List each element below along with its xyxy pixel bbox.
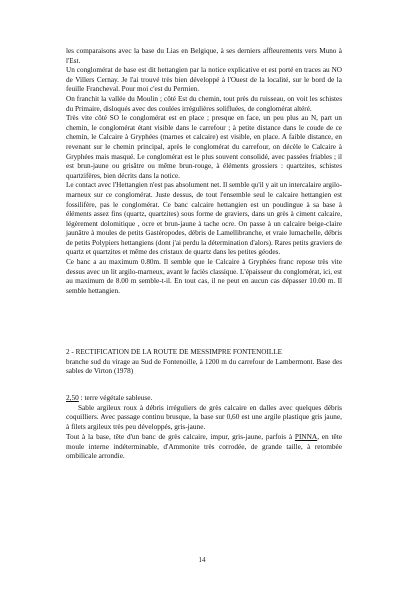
paragraph-1: les comparaisons avec la base du Lias en Belgique, à ses derniers affleurements vers Muno à l'Est. <box>66 47 342 65</box>
body-text-lower <box>66 393 342 461</box>
depth-description: : terre végétale sableuse. <box>78 393 153 402</box>
section-heading-location: branche sud du virage au Sud de Fontenoille, à 1200 m du carrefour de Lambermont. Base des sables de Virton (1978) <box>66 357 342 376</box>
pinna-term: PINNA <box>294 431 318 441</box>
depth-line <box>66 393 342 403</box>
lower-paragraph-2-start: Tout à la base, tête d'un banc de grès calcaire, impur, gris-jaune, parfois à <box>66 431 295 441</box>
lower-paragraph-2-end: , en tête moule interne indéterminable, d'Ammonite très corrodée, de grande taille, à retombée ombilicale arrondie. <box>66 431 342 461</box>
depth-value: 2,50 <box>66 393 79 402</box>
paragraph-5: Le contact avec l'Hettangien n'est pas absolument net. Il semble qu'il y ait un intercalaire argilo-marneux sur ce conglomérat. Juste dessus, de tout l'ensemble seul le calcaire hettangien est fossilifère, pas le conglomérat. Ce banc calcaire hettangien est un poudingue à sa base à éléments assez fins (quartz, quartzites) sous forme de graviers, dans un grès à ciment calcaire, légèrement dolomitique , ocre et brun-jaune à tache ocre. On passe à un calcaire beige-claire jaunâtre à moules de petits Gastéropodes, débris de Lamellibranche, et vraie lumachelle, débris de petits Polypiers hettangiens (dont j'ai perdu la détermination d'alors). Rares petits graviers de quartz et quartzites et même des cristaux de quartz dans les petites géodes. <box>66 181 342 257</box>
lower-paragraph-2 <box>66 432 342 461</box>
section-heading <box>66 348 342 377</box>
paragraph-6: Ce banc a au maximum 0.80m. Il semble que le Calcaire à Gryphées franc repose très vite dessus avec un lit argilo-marneux, avant le faciès classique. L'épaisseur du conglomérat, ici, est au maximum de 8.00 m semble-t-il. En tout cas, il ne peut en aucun cas dépasser 10.00 m. Il semble hettangien. <box>66 258 342 295</box>
page-number: 14 <box>198 556 206 564</box>
body-text-upper <box>66 47 342 296</box>
lower-paragraph-1: Sable argileux roux à débris irréguliers de grès calcaire en dalles avec quelques débris coquilliers. Avec passage continu brusque, la base sur 0,60 est une argile plastique gris jaune, à filets argileux très peu développés, gris-jaune. <box>66 402 342 432</box>
paragraph-2: Un conglomérat de base est dit hettangien par la notice explicative et est porté en traces au NO de Villers Cernay. Je l'ai trouvé très bien développé à l'Ouest de la localité, sur le bord de la feuille Francheval. Pour moi c'est du Permien. <box>66 66 342 94</box>
paragraph-4: Très vite côté SO le conglomérat est en place ; presque en face, un peu plus au N, part un chemin, le conglomérat étant visible dans le carrefour ; à petite distance dans le coude de ce chemin, le Calcaire à Gryphées (marnes et calcaire) est visible, en place. A faible distance, en revenant sur le chemin principal, après le conglomérat du carrefour, on décèle le Calcaire à Gryphées mais masqué. Le conglomérat est le plus souvent consolidé, avec passées friables ; il est brun-jaune ou grisâtre ou même brun-rouge, à éléments grossiers : quartzites, schistes quartzifères, bien décrits dans la notice. <box>66 114 342 180</box>
section-heading-title: 2 - RECTIFICATION DE LA ROUTE DE MESSIMPRE FONTENOILLE <box>66 348 283 356</box>
paragraph-3: On franchit la vallée du Moulin ; côté Est du chemin, tout près du ruisseau, on voit les schistes du Primaire, disloqués avec des coulées irrégulières solifluées, de conglomérat altéré. <box>66 94 342 113</box>
